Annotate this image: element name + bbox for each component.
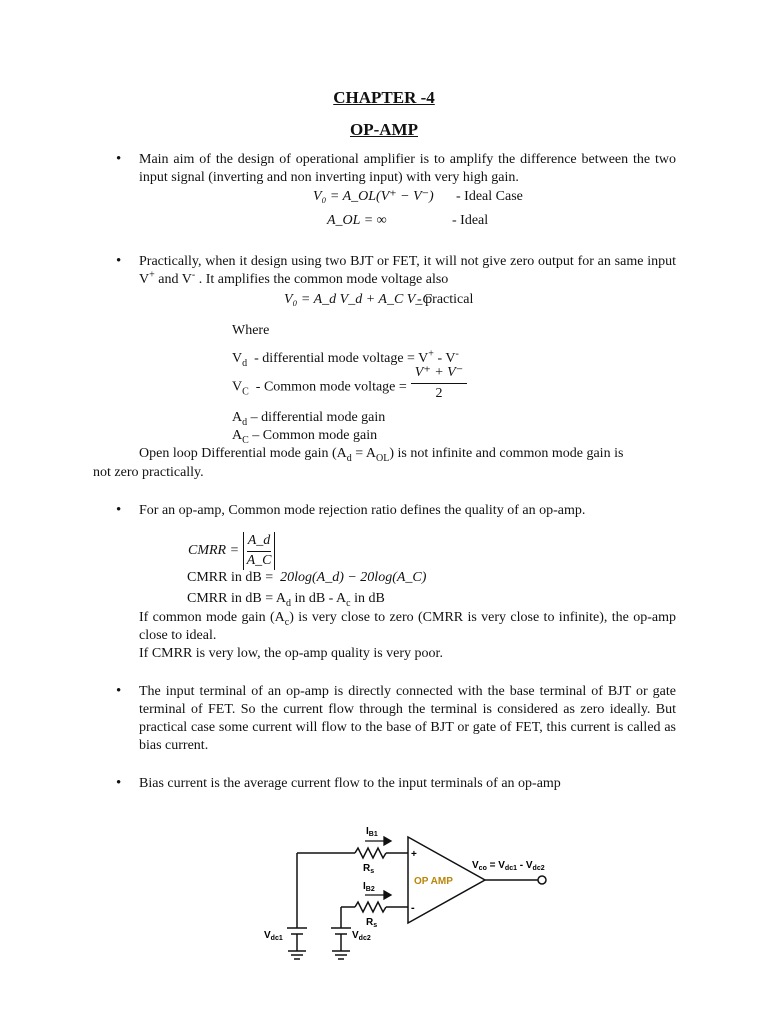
bias-current-circuit — [250, 815, 570, 980]
cmrr-note-1: If common mode gain $(A_c)$ is very close to zero (CMRR is very close to infinite), the op-amp close to ideal. — [139, 610, 676, 643]
s1-eq1-note: - Ideal Case — [456, 189, 523, 204]
open-loop-line2: not zero practically. — [93, 465, 204, 480]
plus-terminal: + — [411, 849, 417, 860]
bullet-2: • — [116, 253, 122, 269]
s1-eq2: A_OL = ∞ — [327, 213, 387, 228]
vd-definition: $V_d$ - differential mode voltage = V+ - V- — [232, 348, 459, 369]
s1-eq1: V₀ = A_OL(V⁺ − V⁻) — [313, 189, 434, 204]
vdc1-label: $V_{dc1}$ — [264, 930, 283, 942]
s2-eq-note: - practical — [417, 292, 474, 307]
section-title: OP-AMP — [350, 120, 418, 139]
s1-eq2-note: - Ideal — [452, 213, 489, 228]
s2-eq: V₀ = A_d V_d + A_C V_C — [284, 292, 432, 307]
cmrr-db-formula: CMRR in dB = 20log(A_d) − 20log(A_C) — [187, 570, 427, 585]
ad-definition: $A_d$ – differential mode gain — [232, 410, 386, 428]
chapter-title: CHAPTER -4 — [333, 88, 435, 107]
s1-paragraph: Main aim of the design of operational amplifier is to amplify the difference between the two input signal (inverting and non inverting input) with very high gain. — [139, 152, 676, 185]
s3-paragraph: For an op-amp, Common mode rejection ratio defines the quality of an op-amp. — [139, 503, 586, 518]
bullet-1: • — [116, 151, 122, 167]
rs-label-top: $R_s$ — [363, 863, 375, 875]
minus-terminal: - — [411, 902, 415, 914]
bullet-5: • — [116, 775, 122, 791]
bullet-4: • — [116, 683, 122, 699]
cmrr-note-2: If CMRR is very low, the op-amp quality is very poor. — [139, 646, 443, 661]
where-label: Where — [232, 323, 270, 338]
cmrr-formula: CMRR = $\frac{A\_d}{A\_C}$ — [188, 532, 275, 570]
vc-definition: $V_C$ - Common mode voltage = $\frac{V^+ + V^-}{2}$ — [232, 372, 467, 403]
ib2-label: $I_{B2}$ — [363, 881, 375, 893]
open-loop-line1: Open loop Differential mode gain $(A_d = A_{OL})$ is not infinite and common mode gain is — [139, 446, 624, 464]
output-voltage-label: $V_{co} = V_{dc1} - V_{dc2}$ — [472, 860, 545, 872]
ac-definition: $A_C$ – Common mode gain — [232, 428, 378, 446]
s5-paragraph: Bias current is the average current flow to the input terminals of an op-amp — [139, 776, 561, 791]
s2-paragraph: Practically, when it design using two BJT or FET, it will not give zero output for an same input V+ and V- . It amplifies the common mode voltage also — [139, 254, 676, 287]
ib1-label: $I_{B1}$ — [366, 826, 378, 838]
cmrr-db-simple: CMRR in dB = $A_d$ in dB - $A_c$ in dB — [187, 591, 385, 609]
opamp-label: OP AMP — [414, 876, 453, 887]
s4-paragraph: The input terminal of an op-amp is directly connected with the base terminal of BJT or gate terminal of FET. So the current flow through the terminal is considered as zero ideally. But practical case some current will flow to the base of BJT or gate of FET, this current is called as bias current. — [139, 684, 676, 753]
vdc2-label: $V_{dc2}$ — [352, 930, 371, 942]
bullet-3: • — [116, 502, 122, 518]
rs-label-bottom: $R_s$ — [366, 917, 378, 929]
